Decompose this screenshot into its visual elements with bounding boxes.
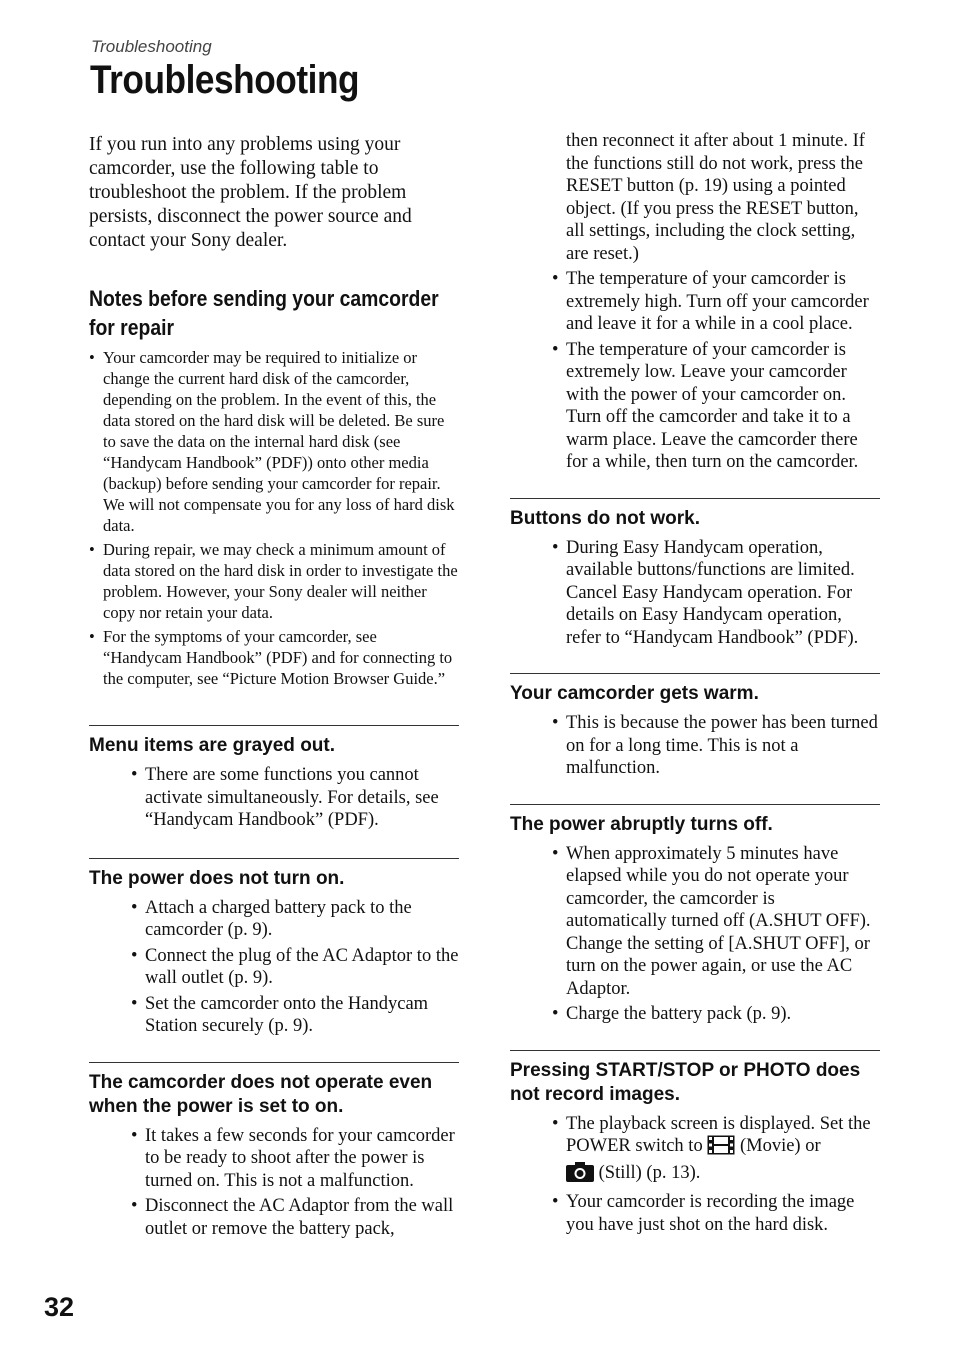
- list-item: • There are some functions you cannot activate simultaneously. For details, see “Handycam Handbook” (PDF).: [89, 764, 459, 832]
- list-item: • Attach a charged battery pack to the camcorder (p. 9).: [89, 897, 459, 942]
- section-heading: The camcorder does not operate even when the power is set to on.: [89, 1071, 433, 1117]
- list-item: • During repair, we may check a minimum amount of data stored on the hard disk in order to investigate the problem. However, your Sony dealer will neither copy nor retain your data.: [89, 539, 459, 623]
- list-item: • Disconnect the AC Adaptor from the wall outlet or remove the battery pack,: [89, 1195, 459, 1240]
- list-item: • It takes a few seconds for your camcorder to be ready to shoot after the power is turned on. This is not a malfunction.: [89, 1125, 459, 1193]
- section-power-not-on: [89, 858, 459, 1038]
- movie-film-icon: [707, 1135, 735, 1162]
- list-item: • This is because the power has been turned on for a long time. This is not a malfunction.: [510, 712, 880, 780]
- list-item: • Connect the plug of the AC Adaptor to the wall outlet (p. 9).: [89, 945, 459, 990]
- list-item: • Set the camcorder onto the Handycam Station securely (p. 9).: [89, 993, 459, 1038]
- list-item: • When approximately 5 minutes have elapsed while you do not operate your camcorder, the camcorder is automatically turned off (A.SHUT OFF). Change the setting of [A.SHUT OFF], or turn on the power again, or use the AC Adaptor.: [510, 843, 880, 1001]
- notes-heading: Notes before sending your camcorder for repair: [89, 286, 439, 340]
- section-not-record: [510, 1050, 880, 1237]
- list-item: • Your camcorder is recording the image you have just shot on the hard disk.: [510, 1191, 880, 1236]
- list-item: • Charge the battery pack (p. 9).: [510, 1003, 880, 1026]
- still-camera-icon: [566, 1162, 594, 1189]
- section-not-operate: [89, 1062, 459, 1241]
- section-power-off: [510, 804, 880, 1026]
- list-item: [510, 1113, 880, 1189]
- page-number: 32: [44, 1292, 75, 1322]
- list-item-continued: then reconnect it after about 1 minute. If the functions still do not work, press the RESET button (p. 19) using a pointed object. (If you press the RESET button, all settings, including the clock setting, are reset.): [566, 131, 865, 264]
- section-heading: Buttons do not work.: [510, 507, 700, 529]
- section-heading: Your camcorder gets warm.: [510, 683, 759, 704]
- item-text: (Still) (p. 13).: [598, 1162, 701, 1183]
- list-item: • The temperature of your camcorder is extremely low. Leave your camcorder with the power of your camcorder on. Turn off the camcorder and take it to a warm place. Leave the camcorder there for a while, then turn on the camcorder.: [510, 339, 880, 474]
- list-item: • For the symptoms of your camcorder, see “Handycam Handbook” (PDF) and for connecting to the computer, see “Picture Motion Browser Guide.”: [89, 626, 459, 689]
- page-title: Troubleshooting: [90, 58, 360, 102]
- section-heading: Menu items are grayed out.: [89, 735, 336, 756]
- right-column: [510, 130, 880, 1239]
- section-heading: Pressing START/STOP or PHOTO does not record images.: [510, 1059, 861, 1105]
- continued-list: [510, 130, 880, 474]
- item-text: (Movie) or: [739, 1136, 821, 1156]
- list-item: • During Easy Handycam operation, available buttons/functions are limited. Cancel Easy Handycam operation. For details on Easy Handycam operation, refer to “Handycam Handbook” (PDF).: [510, 537, 880, 650]
- left-column: [89, 130, 459, 1243]
- notes-list: [89, 347, 459, 689]
- list-item: • Your camcorder may be required to initialize or change the current hard disk of the camcorder, depending on the problem. In the event of this, the data stored on the hard disk will be deleted. Be sure to save the data on the internal hard disk (see “Handycam Handbook” (PDF)) onto other media (backup) before sending your camcorder for repair. We will not compensate you for any loss of hard disk data.: [89, 347, 459, 536]
- item-text: The playback screen is displayed. Set the POWER switch to: [566, 1113, 871, 1156]
- section-buttons: [510, 498, 880, 650]
- list-item: • The temperature of your camcorder is extremely high. Turn off your camcorder and leave it for a while in a cool place.: [510, 268, 880, 336]
- section-heading: The power does not turn on.: [89, 867, 345, 889]
- intro-paragraph: If you run into any problems using your camcorder, use the following table to troubleshoot the problem. If the problem persists, disconnect the power source and contact your Sony dealer.: [89, 134, 412, 251]
- running-header: Troubleshooting: [91, 37, 212, 56]
- section-warm: [510, 673, 880, 780]
- section-heading: The power abruptly turns off.: [510, 813, 773, 835]
- section-menu-grayed: [89, 725, 459, 832]
